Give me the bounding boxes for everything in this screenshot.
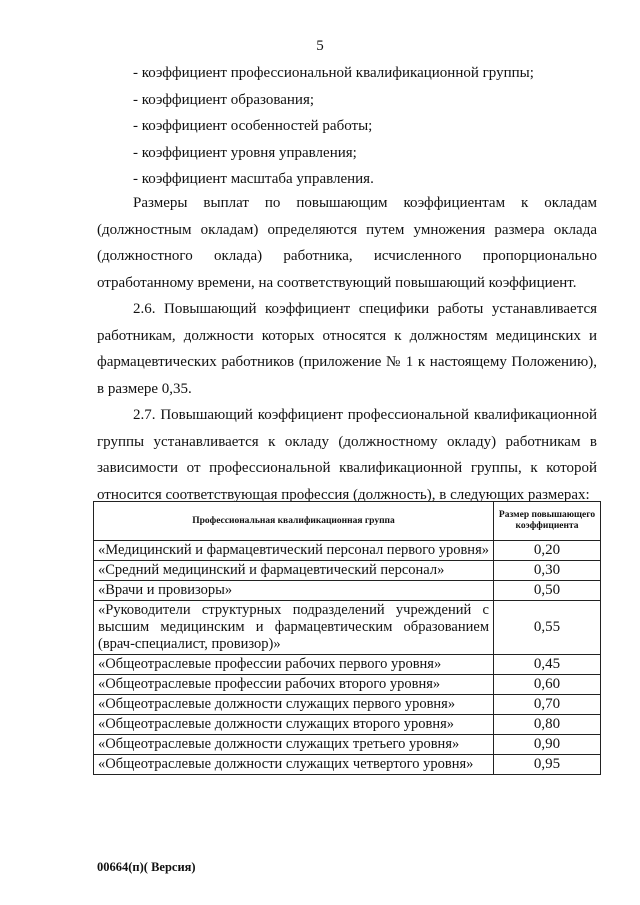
table-cell-coefficient: 0,55 [494, 601, 601, 655]
table-body [94, 541, 601, 775]
table-cell-group: «Медицинский и фармацевтический персонал первого уровня» [94, 541, 494, 561]
table-cell-coefficient: 0,95 [494, 755, 601, 775]
table-cell-group: «Руководители структурных подразделений учреждений с высшим медицинским и фармацевтическим образованием (врач-специалист, провизор)» [94, 601, 494, 655]
document-footer: 00664(п)( Версия) [97, 860, 196, 874]
table-cell-group: «Средний медицинский и фармацевтический персонал» [94, 561, 494, 581]
list-item: - коэффициент образования; [133, 91, 315, 108]
table-cell-coefficient: 0,70 [494, 695, 601, 715]
coefficient-list [133, 60, 534, 193]
table-cell-group: «Общеотраслевые должности служащих второго уровня» [94, 715, 494, 735]
table-cell-group: «Общеотраслевые профессии рабочих второго уровня» [94, 675, 494, 695]
table-row [94, 655, 601, 675]
list-item: - коэффициент уровня управления; [133, 144, 357, 161]
table-row [94, 735, 601, 755]
table-row [94, 541, 601, 561]
header-group: Профессиональная квалификационная группа [94, 502, 494, 541]
table-row [94, 675, 601, 695]
table-row [94, 581, 601, 601]
list-item: - коэффициент особенностей работы; [133, 118, 373, 134]
paragraph-2-7: 2.7. Повышающий коэффициент профессиональной квалификационной группы устанавливается к окладу (должностному окладу) работникам в зависимости от профессиональной квалификационной группы, к которой относится соответствующая профессия (должность), в следующих размерах: [97, 407, 597, 503]
table-cell-coefficient: 0,60 [494, 675, 601, 695]
paragraph-payment-calculation: Размеры выплат по повышающим коэффициентам к окладам (должностным окладам) определяются путем умножения размера оклада (должностного оклада) работника, исчисленного пропорционально отработанному времени, на соответствующий повышающий коэффициент. [97, 195, 597, 291]
page-number: 5 [316, 38, 324, 54]
table-cell-group: «Общеотраслевые должности служащих первого уровня» [94, 695, 494, 715]
table-cell-coefficient: 0,45 [494, 655, 601, 675]
table-cell-coefficient: 0,20 [494, 541, 601, 561]
list-item: - коэффициент масштаба управления. [133, 171, 374, 187]
paragraph-2-6: 2.6. Повышающий коэффициент специфики работы устанавливается работникам, должности которых относятся к должностям медицинских и фармацевтических работников (приложение № 1 к настоящему Положению), в размере 0,35. [97, 301, 597, 397]
table-cell-group: «Общеотраслевые должности служащих четвертого уровня» [94, 755, 494, 775]
list-item: - коэффициент профессиональной квалификационной группы; [133, 65, 534, 81]
table-cell-coefficient: 0,30 [494, 561, 601, 581]
header-coefficient: Размер повышающего коэффициента [494, 502, 601, 541]
coefficient-table [93, 501, 601, 775]
table-cell-group: «Общеотраслевые профессии рабочих первого уровня» [94, 655, 494, 675]
table-row [94, 755, 601, 775]
table-header-row [94, 502, 601, 541]
table-row [94, 561, 601, 581]
table-cell-coefficient: 0,80 [494, 715, 601, 735]
table-cell-coefficient: 0,50 [494, 581, 601, 601]
table-row [94, 601, 601, 655]
table-row [94, 715, 601, 735]
table-cell-coefficient: 0,90 [494, 735, 601, 755]
table-cell-group: «Врачи и провизоры» [94, 581, 494, 601]
table-row [94, 695, 601, 715]
table-cell-group: «Общеотраслевые должности служащих третьего уровня» [94, 735, 494, 755]
